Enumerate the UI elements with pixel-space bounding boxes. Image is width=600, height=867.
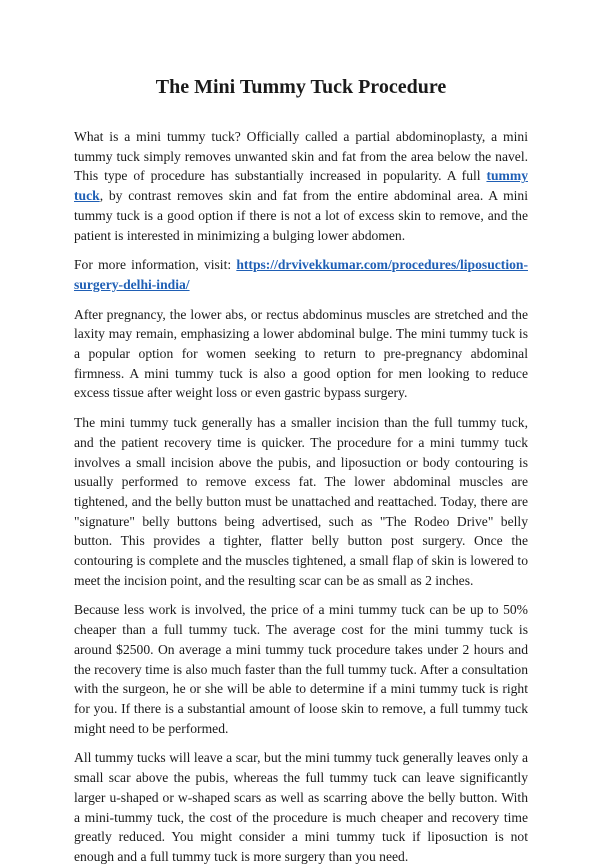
- article-body: [74, 127, 528, 867]
- paragraph-intro: [74, 127, 528, 245]
- intro-text-start: What is a mini tummy tuck? Officially called a partial abdominoplasty, a mini tummy tuck simply removes unwanted skin and fat from the area below the navel. This type of procedure has substantially increased in popularity. A full: [74, 129, 528, 184]
- tummy-tuck-link[interactable]: tummy tuck: [74, 168, 528, 204]
- intro-text-end: , by contrast removes skin and fat from the entire abdominal area. A mini tummy tuck is a good option if there is not a lot of excess skin to remove, and the patient is interested in minimizing a bulging lower abdomen.: [74, 188, 528, 243]
- liposuction-url-link[interactable]: https://drvivekkumar.com/procedures/liposuction-surgery-delhi-india/: [74, 257, 528, 292]
- paragraph-scars: All tummy tucks will leave a scar, but the mini tummy tuck generally leaves only a small scar above the pubis, whereas the full tummy tuck can leave significantly larger u-shaped or w-shaped scars as well as scarring above the belly button. With a mini-tummy tuck, the cost of the procedure is much cheaper and recovery time greatly reduced. You might consider a mini tummy tuck if liposuction is not enough and a full tummy tuck is more surgery than you need.: [74, 750, 528, 864]
- more-info-label: For more information, visit:: [74, 257, 237, 273]
- paragraph-procedure: The mini tummy tuck generally has a smaller incision than the full tummy tuck, and the patient recovery time is quicker. The procedure for a mini tummy tuck involves a small incision above the pubis, and liposuction or body contouring is usually performed to remove excess fat. The lower abdominal muscles are tightened, and the belly button must be unattached and reattached. Today, there are "signature" belly buttons being advertised, such as "The Rodeo Drive" belly button. This provides a tighter, flatter belly button post surgery. Once the contouring is complete and the muscles tightened, a small flap of skin is lowered to meet the incision point, and the resulting scar can be as small as 2 inches.: [74, 415, 528, 588]
- page-title: The Mini Tummy Tuck Procedure: [155, 76, 447, 98]
- paragraph-more-info: [74, 255, 528, 294]
- paragraph-cost: Because less work is involved, the price of a mini tummy tuck can be up to 50% cheaper than a full tummy tuck. The average cost for the mini tummy tuck is around $2500. On average a mini tummy tuck procedure takes under 2 hours and the recovery time is also much faster than the full tummy tuck. After a consultation with the surgeon, he or she will be able to determine if a mini tummy tuck is right for you. If there is a substantial amount of loose skin to remove, a full tummy tuck might need to be performed.: [74, 602, 528, 736]
- paragraph-pregnancy: After pregnancy, the lower abs, or rectus abdominus muscles are stretched and the laxity may remain, emphasizing a lower abdominal bulge. The mini tummy tuck is a popular option for women seeking to return to pre-pregnancy abdominal firmness. A mini tummy tuck is also a good option for men looking to reduce excess tissue after weight loss or even gastric bypass surgery.: [74, 306, 528, 401]
